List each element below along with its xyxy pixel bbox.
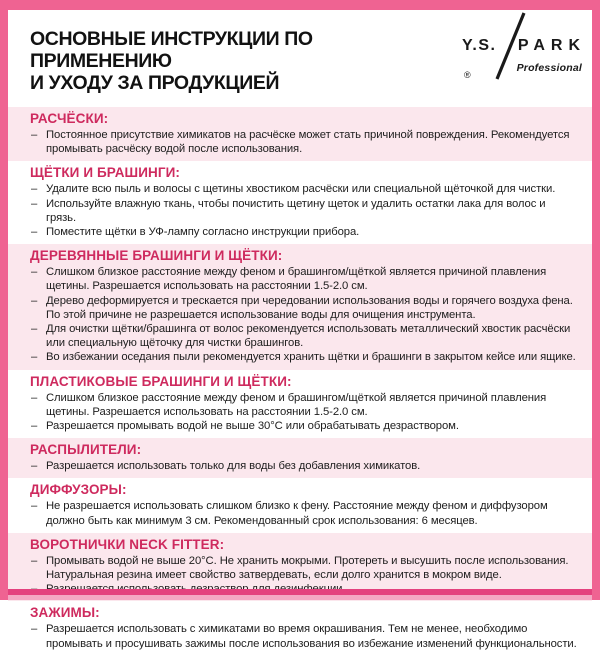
section — [8, 601, 592, 655]
bullet-text: Слишком близкое расстояние между феном и брашингом/щёткой является причиной плавления щетины. Разрешается использовать на расстоянии 1.5-2.0 см. — [46, 266, 547, 293]
bullet-text: Используйте влажную ткань, чтобы почистить щетину щеток и удалить остатки лака для волос и грязь. — [46, 197, 546, 224]
bullet-text: Разрешается промывать водой не выше 30°C или обрабатывать дезраствором. — [46, 420, 459, 433]
bullet-text: Разрешается использовать только для воды без добавления химикатов. — [46, 460, 421, 473]
bullet-dash: – — [31, 226, 38, 239]
bullet-item — [30, 419, 578, 433]
bullet-item — [30, 225, 578, 239]
bullet-dash: – — [31, 294, 38, 307]
bullet-item — [30, 294, 578, 322]
bullet-dash: – — [31, 623, 38, 636]
section-heading: РАСЧЁСКИ: — [30, 111, 109, 126]
bullet-item — [30, 197, 578, 225]
bullet-list — [30, 182, 578, 239]
ys-park-logo — [462, 20, 586, 80]
bullet-list — [30, 128, 578, 156]
bullet-text: Постоянное присутствие химикатов на расчёске может стать причиной повреждения. Рекомендуется промывать расчёску водой после использования. — [46, 129, 570, 156]
bullet-dash: – — [31, 391, 38, 404]
bullet-list — [30, 391, 578, 434]
section — [8, 370, 592, 439]
section-heading: ЗАЖИМЫ: — [30, 605, 100, 621]
bullet-item — [30, 265, 578, 293]
section-heading: РАСПЫЛИТЕЛИ: — [30, 442, 142, 458]
bullet-dash: – — [31, 351, 38, 364]
page-title — [30, 28, 452, 94]
bullet-text: Промывать водой не выше 20°C. Не хранить мокрыми. Протереть и высушить после использования. Натуральная резина имеет свойство затвердевать, если долго хранится в мокром виде. — [46, 554, 569, 582]
bullet-list — [30, 265, 578, 364]
section-heading: ВОРОТНИЧКИ NECK FITTER: — [30, 536, 225, 552]
bullet-dash: – — [31, 129, 38, 141]
content-area — [8, 10, 592, 650]
section-heading: ДЕРЕВЯННЫЕ БРАШИНГИ И ЩЁТКИ: — [30, 248, 283, 264]
section-heading: ПЛАСТИКОВЫЕ БРАШИНГИ И ЩЁТКИ: — [30, 373, 292, 389]
bullet-text: Дерево деформируется и трескается при чередовании использования воды и горячего воздуха фена. По этой причине не разрешается использование воды для очищения инструмента. — [46, 294, 573, 321]
bullet-dash: – — [31, 266, 38, 279]
footer-line-light — [8, 595, 592, 600]
section — [8, 107, 592, 161]
page-title-line2: И УХОДУ ЗА ПРОДУКЦИЕЙ — [30, 72, 280, 94]
bullet-dash: – — [31, 500, 38, 513]
page-title-line1: ОСНОВНЫЕ ИНСТРУКЦИИ ПО ПРИМЕНЕНИЮ — [30, 28, 313, 72]
logo-ys-text: Y.S. — [462, 37, 497, 54]
bullet-text: Не разрешается использовать слишком близко к фену. Расстояние между феном и диффузором должно быть как минимум 3 см. Рекомендованный срок использования: 6 месяцев. — [46, 500, 548, 527]
bullet-item — [30, 554, 578, 582]
logo-professional-text: Professional — [516, 62, 582, 74]
instructions-list — [8, 107, 592, 656]
registered-trademark-icon: ® — [464, 70, 471, 80]
bullet-dash: – — [31, 323, 38, 336]
bullet-item — [30, 182, 578, 196]
bullet-dash: – — [31, 197, 38, 210]
bullet-dash: – — [31, 460, 38, 473]
bullet-item — [30, 391, 578, 419]
bullet-text: Слишком близкое расстояние между феном и брашингом/щёткой является причиной плавления щетины. Разрешается использовать на расстоянии 1.5-2.0 см. — [46, 391, 547, 418]
bullet-item — [30, 622, 578, 650]
bullet-text: Удалите всю пыль и волосы с щетины хвостиком расчёски или специальной щёточкой для чистки. — [46, 183, 556, 196]
bullet-dash: – — [31, 183, 38, 196]
page-header — [8, 10, 592, 107]
frame-border-top — [0, 0, 600, 10]
bullet-text: Разрешается использовать с химикатами во время окрашивания. Тем не менее, необходимо промывать и просушивать зажимы после использования во избежание изменений функциональности. — [46, 623, 577, 650]
bullet-item — [30, 459, 578, 473]
section-heading: ДИФФУЗОРЫ: — [30, 482, 127, 498]
bullet-list — [30, 499, 578, 527]
frame-border-left — [0, 0, 8, 600]
bullet-text: Для очистки щётки/брашинга от волос рекомендуется использовать металлический хвостик расчёски или специальную щёточку для чистки брашингов. — [46, 323, 571, 350]
bullet-dash: – — [31, 554, 38, 567]
bullet-item — [30, 499, 578, 527]
bullet-item — [30, 322, 578, 350]
frame-border-right — [592, 0, 600, 600]
section — [8, 478, 592, 532]
bullet-list — [30, 459, 578, 473]
section — [8, 244, 592, 369]
bullet-text: Поместите щётки в УФ-лампу согласно инструкции прибора. — [46, 226, 360, 239]
bullet-item — [30, 350, 578, 364]
bullet-dash: – — [31, 420, 38, 433]
section — [8, 161, 592, 244]
logo-park-text: PARK — [517, 37, 586, 54]
section — [8, 438, 592, 478]
bullet-list — [30, 622, 578, 650]
bullet-text: Во избежании оседания пыли рекомендуется хранить щётки и брашинги в закрытом кейсе или ящике. — [46, 351, 576, 364]
section-heading: ЩЁТКИ И БРАШИНГИ: — [30, 165, 181, 181]
bullet-item — [30, 128, 578, 156]
